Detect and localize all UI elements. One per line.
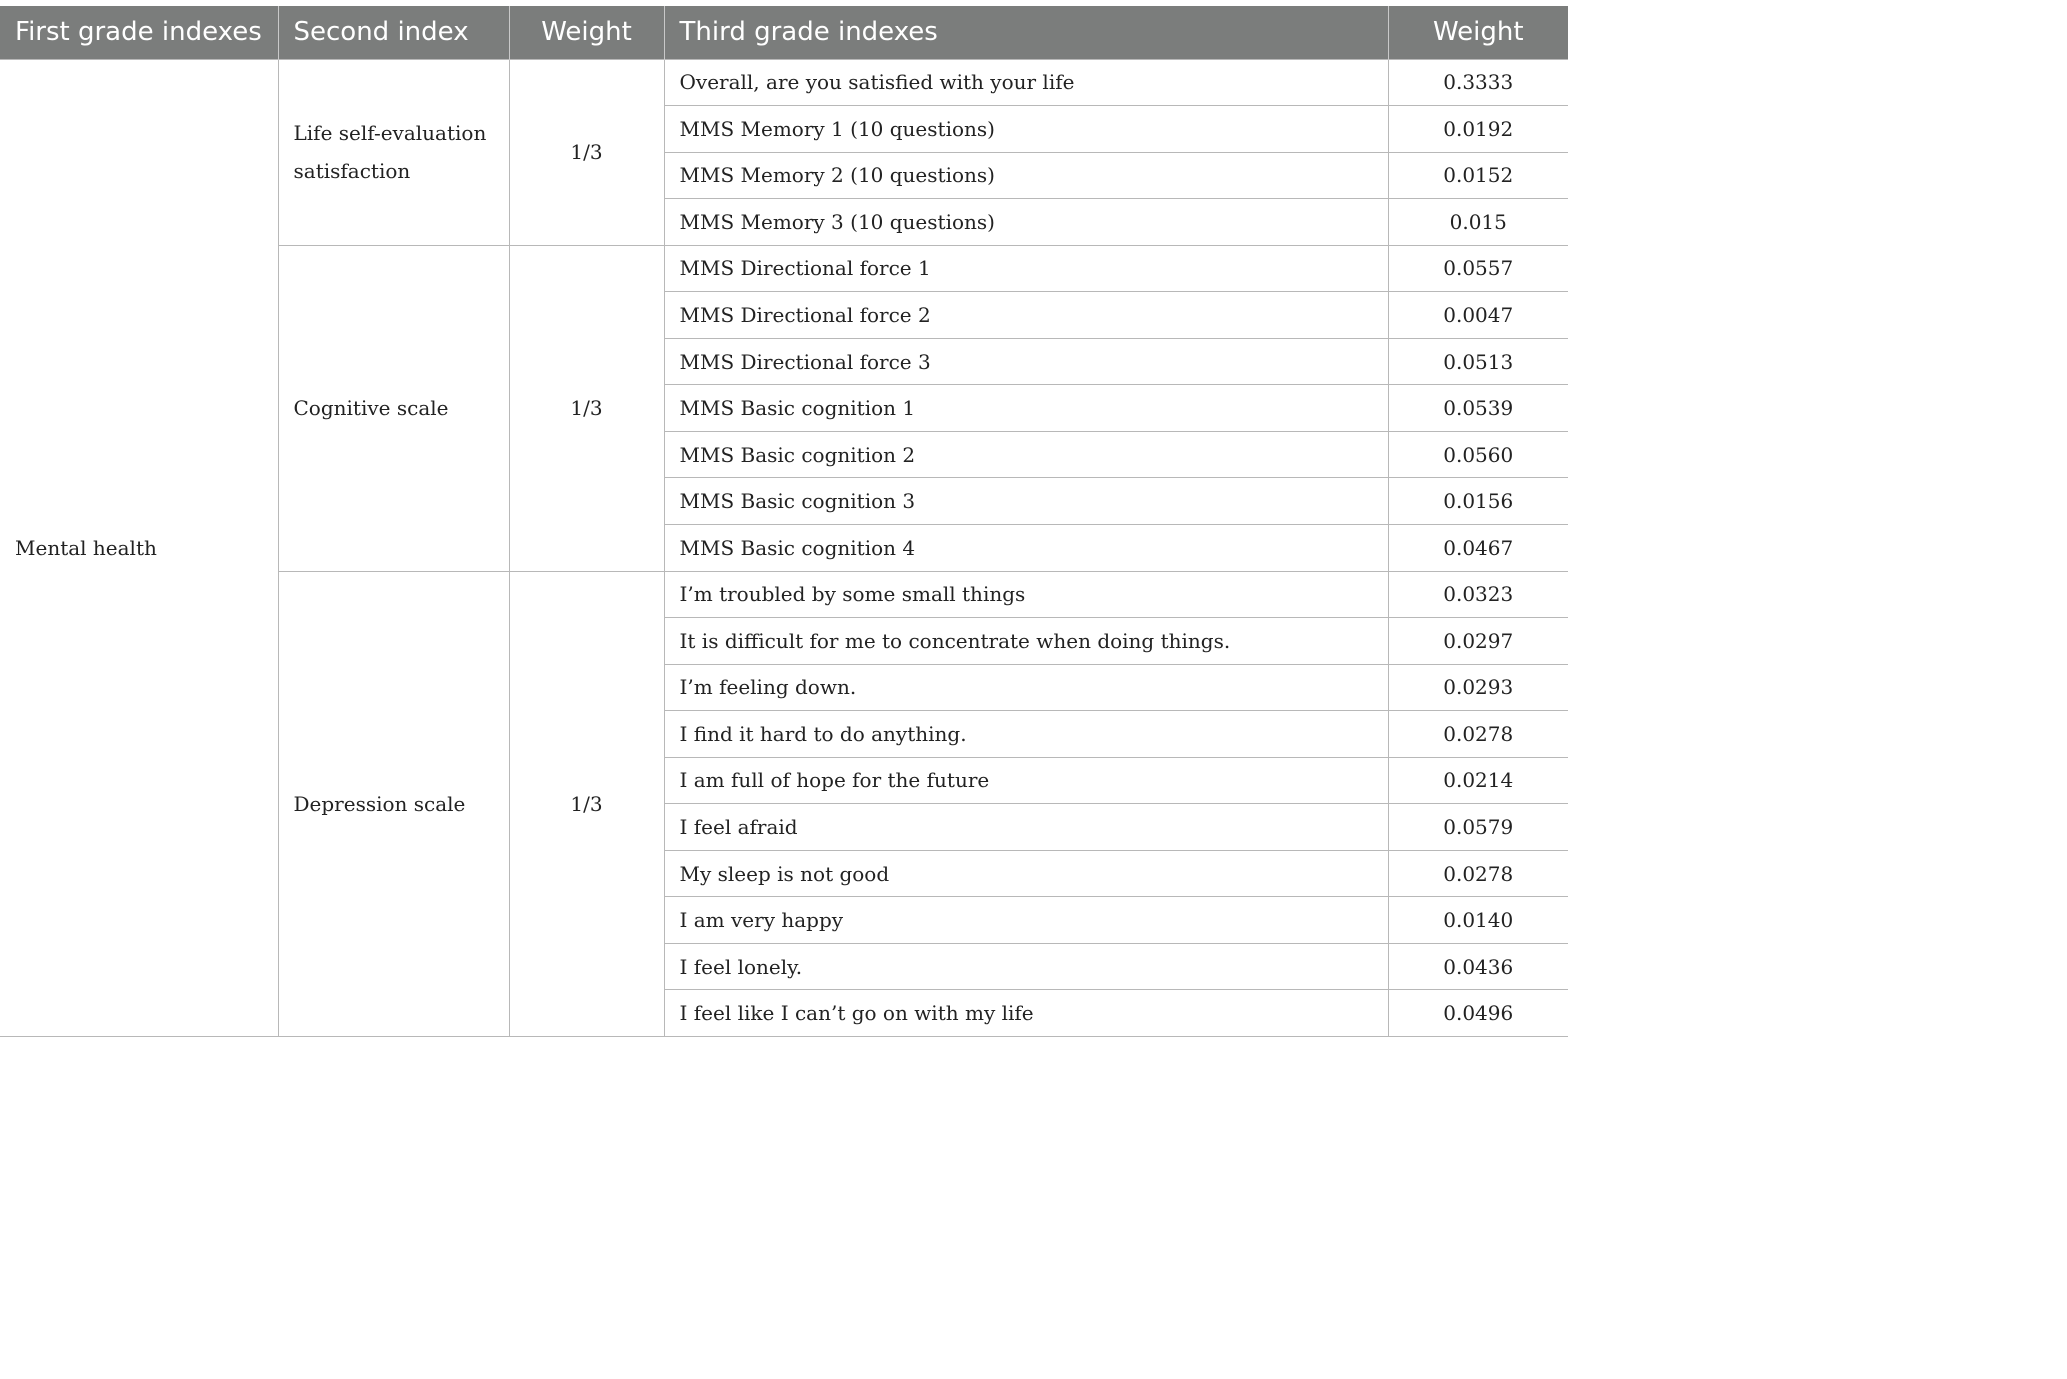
third-grade-index-cell: I am very happy	[664, 897, 1388, 944]
third-weight-cell: 0.0152	[1388, 152, 1568, 199]
header-row	[0, 6, 1568, 59]
table-row	[0, 59, 1568, 106]
header-third-grade-indexes: Third grade indexes	[664, 6, 1388, 59]
third-grade-index-cell: I am full of hope for the future	[664, 757, 1388, 804]
third-weight-cell: 0.0214	[1388, 757, 1568, 804]
third-weight-cell: 0.0496	[1388, 990, 1568, 1037]
third-grade-index-cell: MMS Directional force 2	[664, 292, 1388, 339]
third-grade-index-cell: MMS Basic cognition 1	[664, 385, 1388, 432]
third-weight-cell: 0.0297	[1388, 618, 1568, 665]
header-third-weight: Weight	[1388, 6, 1568, 59]
table-header	[0, 6, 1568, 59]
third-weight-cell: 0.0047	[1388, 292, 1568, 339]
third-grade-index-cell: I feel lonely.	[664, 943, 1388, 990]
third-grade-index-cell: MMS Directional force 1	[664, 245, 1388, 292]
third-weight-cell: 0.0467	[1388, 524, 1568, 571]
third-weight-cell: 0.015	[1388, 199, 1568, 246]
third-grade-index-cell: I’m feeling down.	[664, 664, 1388, 711]
third-grade-index-cell: My sleep is not good	[664, 850, 1388, 897]
header-second-weight: Weight	[509, 6, 664, 59]
third-grade-index-cell: Overall, are you satisfied with your life	[664, 59, 1388, 106]
second-weight-cell: 1/3	[509, 59, 664, 245]
third-grade-index-cell: MMS Memory 2 (10 questions)	[664, 152, 1388, 199]
second-weight-cell: 1/3	[509, 245, 664, 571]
third-weight-cell: 0.0323	[1388, 571, 1568, 618]
third-weight-cell: 0.3333	[1388, 59, 1568, 106]
table-body	[0, 59, 1568, 1036]
third-weight-cell: 0.0192	[1388, 106, 1568, 153]
third-grade-index-cell: I feel afraid	[664, 804, 1388, 851]
third-grade-index-cell: I find it hard to do anything.	[664, 711, 1388, 758]
third-weight-cell: 0.0539	[1388, 385, 1568, 432]
third-weight-cell: 0.0557	[1388, 245, 1568, 292]
third-weight-cell: 0.0293	[1388, 664, 1568, 711]
third-weight-cell: 0.0513	[1388, 338, 1568, 385]
second-weight-cell: 1/3	[509, 571, 664, 1036]
third-grade-index-cell: MMS Basic cognition 2	[664, 431, 1388, 478]
third-grade-index-cell: MMS Memory 1 (10 questions)	[664, 106, 1388, 153]
third-weight-cell: 0.0436	[1388, 943, 1568, 990]
header-second-index: Second index	[278, 6, 509, 59]
second-index-cell: Cognitive scale	[278, 245, 509, 571]
third-grade-index-cell: I’m troubled by some small things	[664, 571, 1388, 618]
third-grade-index-cell: MMS Directional force 3	[664, 338, 1388, 385]
third-weight-cell: 0.0560	[1388, 431, 1568, 478]
third-grade-index-cell: MMS Basic cognition 3	[664, 478, 1388, 525]
third-grade-index-cell: MMS Basic cognition 4	[664, 524, 1388, 571]
third-weight-cell: 0.0278	[1388, 711, 1568, 758]
first-grade-cell: Mental health	[0, 59, 278, 1036]
table-container	[0, 6, 1568, 1037]
third-grade-index-cell: I feel like I can’t go on with my life	[664, 990, 1388, 1037]
second-index-cell: Depression scale	[278, 571, 509, 1036]
second-index-cell: Life self-evaluation satisfaction	[278, 59, 509, 245]
third-weight-cell: 0.0579	[1388, 804, 1568, 851]
third-grade-index-cell: MMS Memory 3 (10 questions)	[664, 199, 1388, 246]
third-weight-cell: 0.0278	[1388, 850, 1568, 897]
index-weight-table	[0, 6, 1568, 1037]
third-weight-cell: 0.0156	[1388, 478, 1568, 525]
third-grade-index-cell: It is difficult for me to concentrate when doing things.	[664, 618, 1388, 665]
header-first-grade-indexes: First grade indexes	[0, 6, 278, 59]
third-weight-cell: 0.0140	[1388, 897, 1568, 944]
